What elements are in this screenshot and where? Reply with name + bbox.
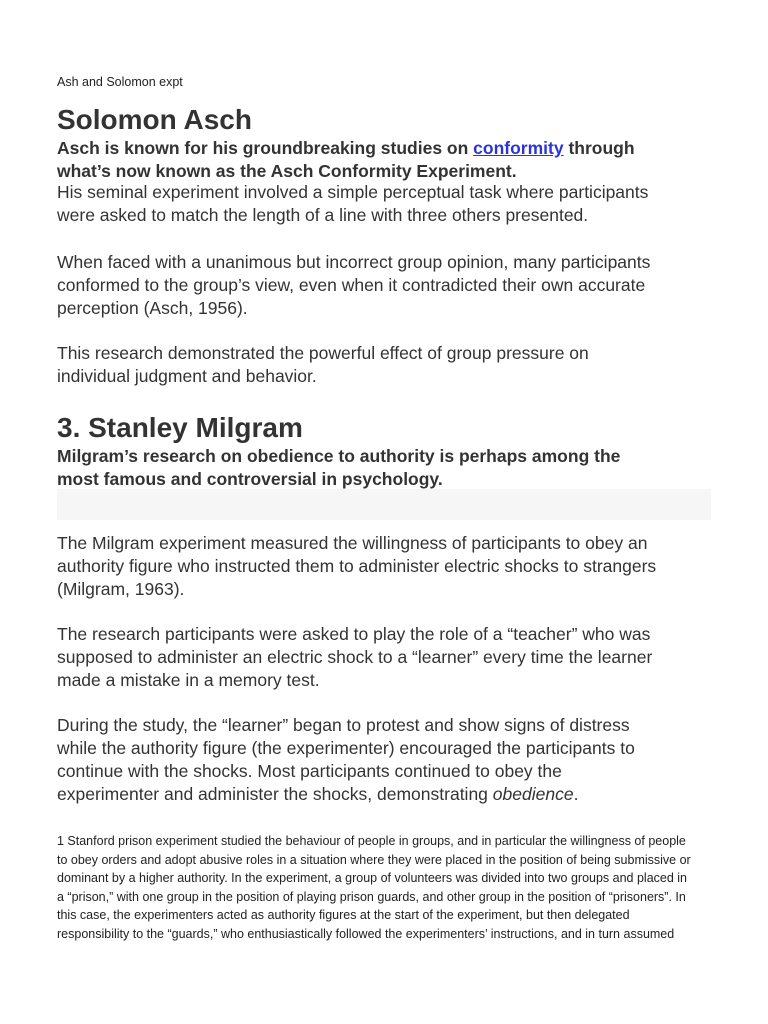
text-line: perception (Asch, 1956).: [57, 298, 248, 318]
text-line: Milgram’s research on obedience to authority is perhaps among the: [57, 446, 621, 466]
text-line: During the study, the “learner” began to protest and show signs of distress: [57, 715, 630, 735]
footnote-line: responsibility to the “guards,” who enthusiastically followed the experimenters’ instructions, and in turn assumed: [57, 926, 675, 941]
text-line: authority figure who instructed them to administer electric shocks to strangers: [57, 556, 657, 576]
milgram-paragraph-3: [57, 714, 717, 806]
text-line: supposed to administer an electric shock to a “learner” every time the learner: [57, 647, 653, 667]
text-line: [57, 783, 717, 806]
asch-lead: [57, 137, 717, 183]
conformity-link[interactable]: conformity: [473, 138, 564, 158]
text-line: conformed to the group’s view, even when it contradicted their own accurate: [57, 275, 646, 295]
text-line: His seminal experiment involved a simple perceptual task where participants: [57, 182, 649, 202]
note-line: Ash and Solomon expt: [57, 75, 183, 89]
footnote-line: this case, the experimenters acted as authority figures at the start of the experiment, but then delegated: [57, 908, 630, 922]
shaded-divider-bar: [57, 489, 711, 520]
text-line: The Milgram experiment measured the willingness of participants to obey an: [57, 533, 648, 553]
text-line: most famous and controversial in psychology.: [57, 469, 443, 489]
asch-lead-line1: [57, 137, 717, 160]
obedience-emphasis: obedience: [492, 784, 574, 804]
milgram-paragraph-1: [57, 532, 717, 601]
text-line: made a mistake in a memory test.: [57, 670, 320, 690]
heading-solomon-asch: Solomon Asch: [57, 104, 252, 135]
text-line: This research demonstrated the powerful effect of group pressure on: [57, 343, 589, 363]
footnote-line: 1 Stanford prison experiment studied the behaviour of people in groups, and in particular the willingness of people: [57, 834, 686, 848]
text-line: (Milgram, 1963).: [57, 579, 185, 599]
milgram-paragraph-2: [57, 623, 717, 692]
asch-paragraph-1: [57, 181, 717, 227]
asch-paragraph-2: [57, 251, 717, 320]
text-span: experimenter and administer the shocks, demonstrating: [57, 784, 493, 804]
text-line: individual judgment and behavior.: [57, 366, 317, 386]
footnote-line: a “prison,” with one group in the position of playing prison guards, and other group in the position of “prisoners”. In: [57, 889, 686, 904]
text-span: .: [573, 784, 579, 804]
milgram-lead: [57, 445, 717, 491]
asch-lead-line2: what’s now known as the Asch Conformity Experiment.: [57, 161, 517, 181]
asch-paragraph-3: [57, 342, 717, 388]
text-line: continue with the shocks. Most participants continued to obey the: [57, 761, 562, 781]
text-line: When faced with a unanimous but incorrect group opinion, many participants: [57, 252, 651, 272]
text-line: were asked to match the length of a line with three others presented.: [57, 205, 589, 225]
footnote-line: dominant by a higher authority. In the experiment, a group of volunteers was divided into two groups and placed in: [57, 871, 688, 885]
footnote-line: to obey orders and adopt abusive roles in a situation where they were placed in the position of being submissive or: [57, 852, 691, 867]
text-line: while the authority figure (the experimenter) encouraged the participants to: [57, 738, 635, 758]
asch-lead-text-after: through: [563, 138, 635, 158]
text-line: The research participants were asked to play the role of a “teacher” who was: [57, 624, 651, 644]
heading-stanley-milgram: 3. Stanley Milgram: [57, 412, 303, 443]
footnote: [57, 832, 717, 943]
asch-lead-text: Asch is known for his groundbreaking studies on: [57, 138, 474, 158]
